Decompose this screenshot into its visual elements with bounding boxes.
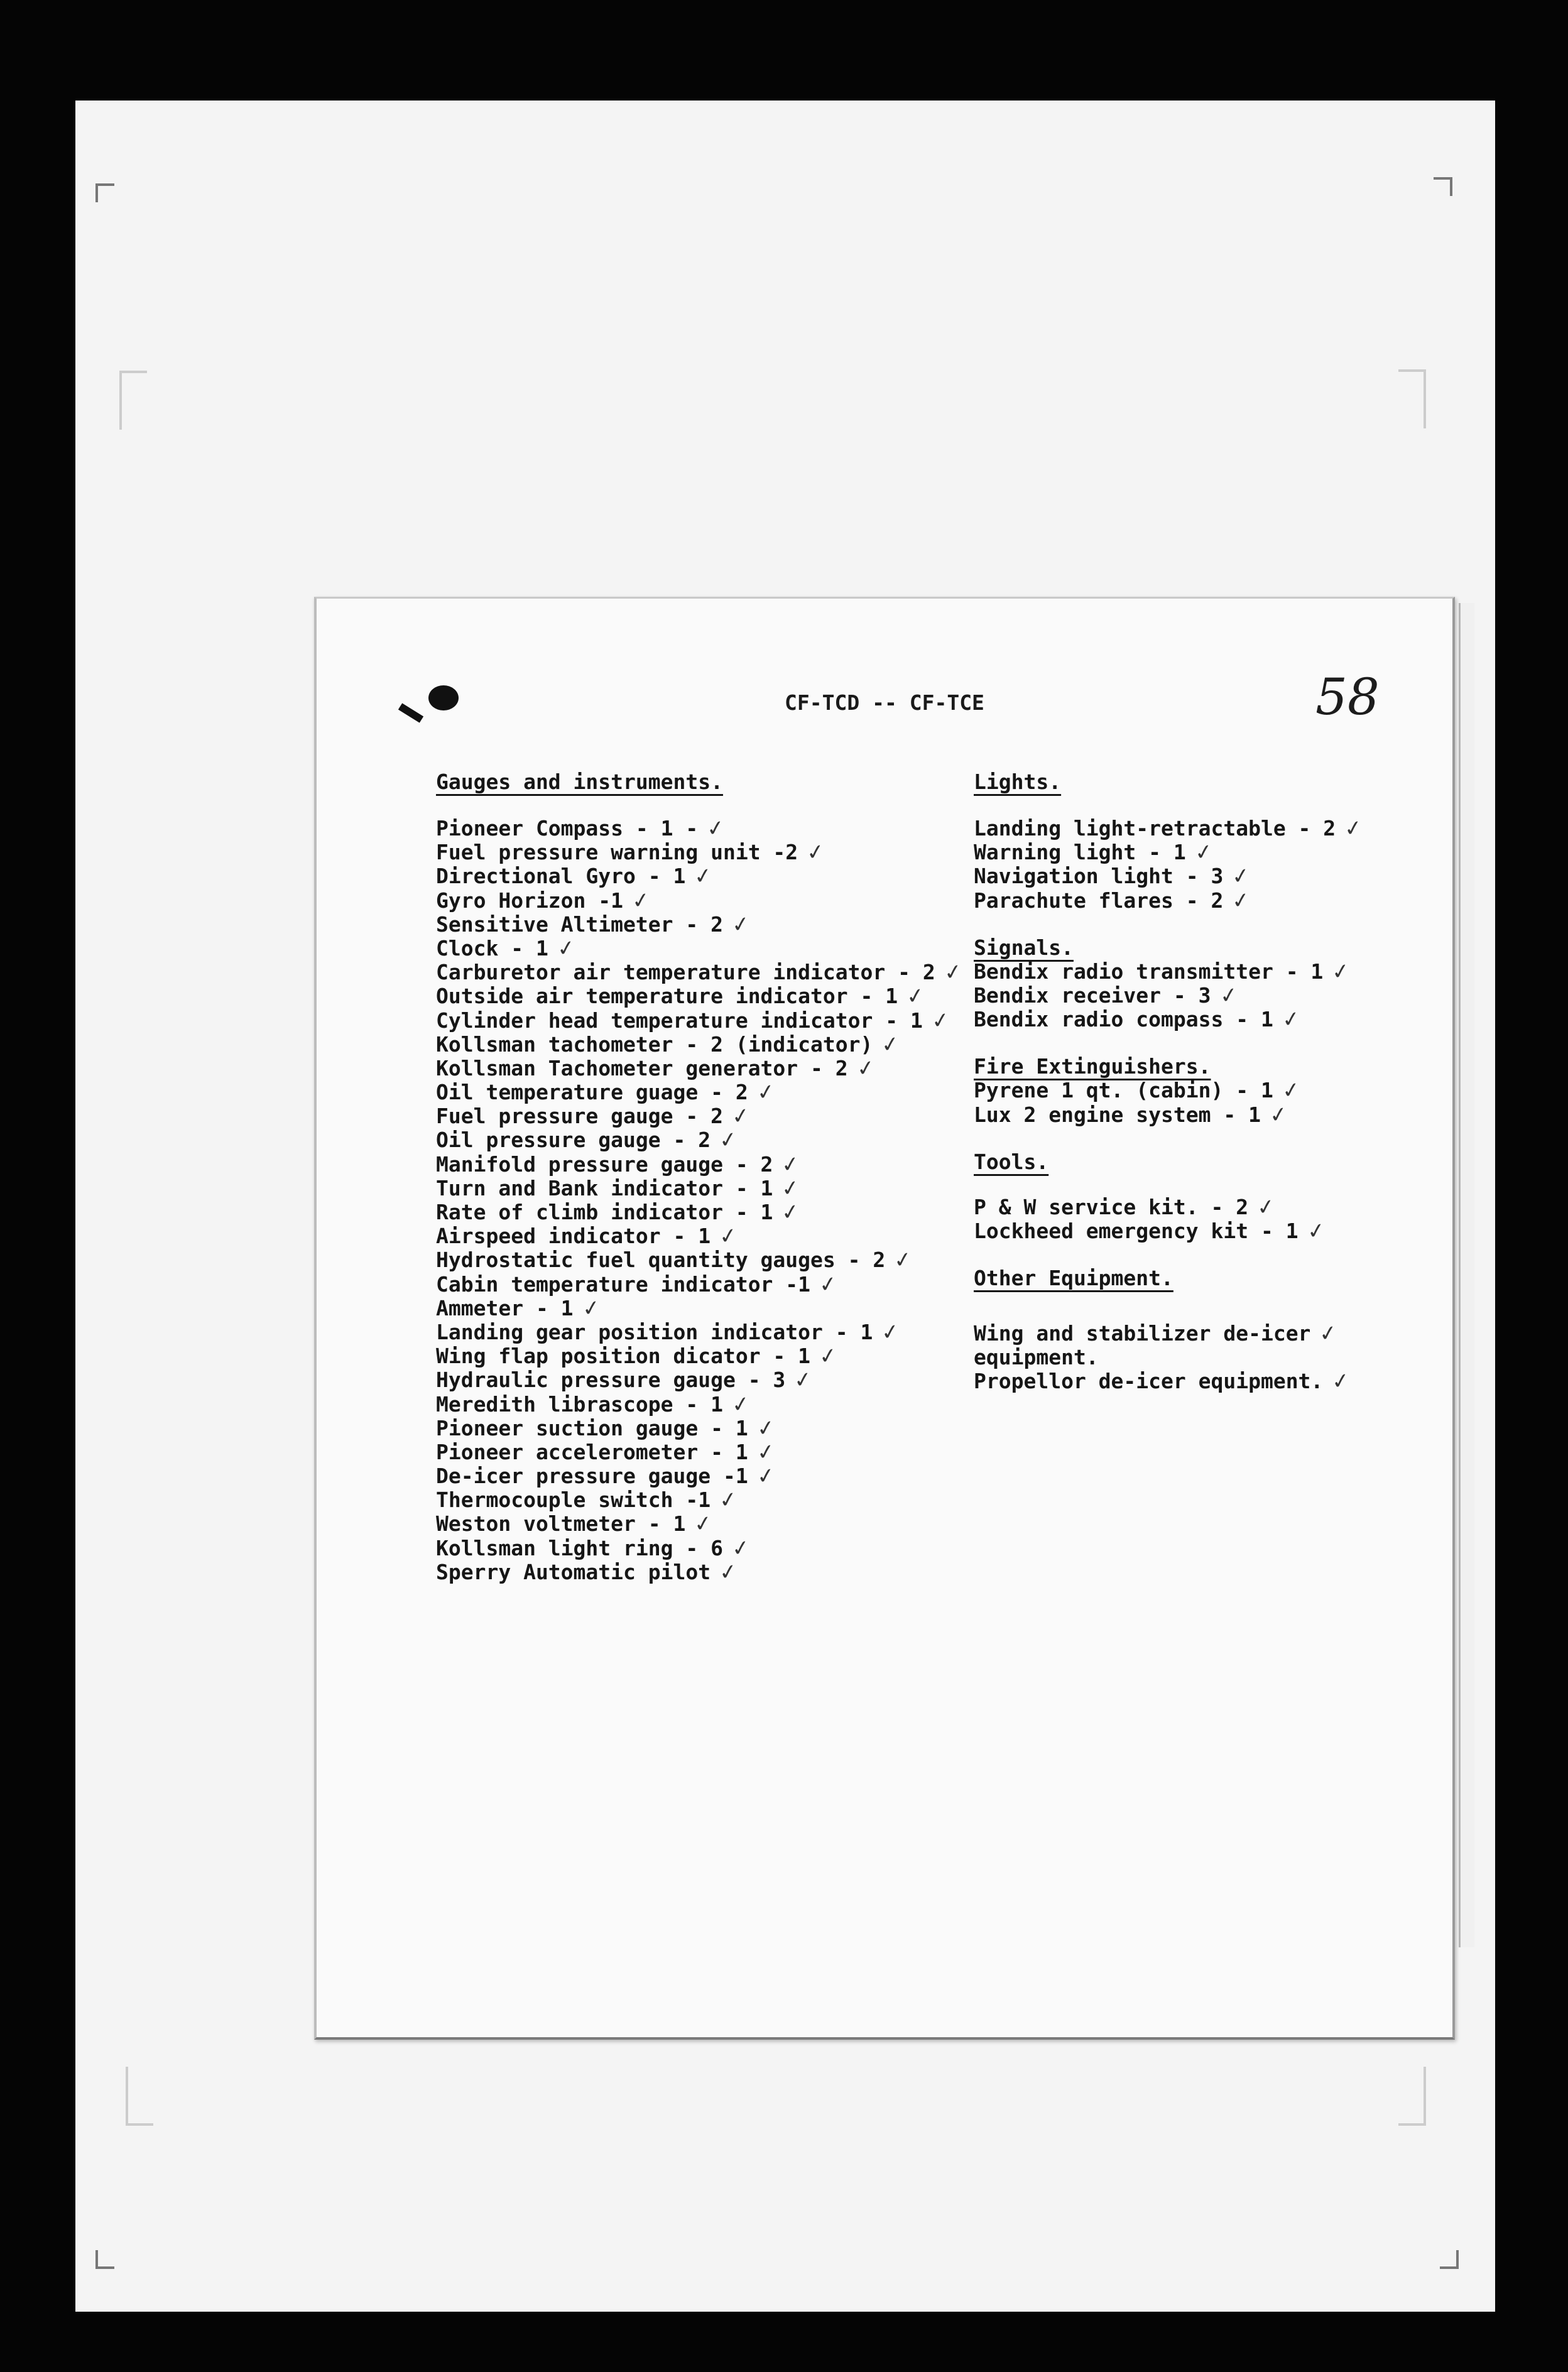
list-item: Carburetor air temperature indicator - 2 ✓ bbox=[436, 959, 964, 986]
check-mark-icon: ✓ bbox=[817, 1342, 839, 1370]
other-equipment-heading: Other Equipment. bbox=[974, 1266, 1173, 1291]
handwritten-page-number: 58 bbox=[1315, 668, 1380, 726]
list-item: Pioneer suction gauge - 1 ✓ bbox=[436, 1414, 776, 1442]
list-item: Bendix receiver - 3 ✓ bbox=[974, 982, 1239, 1009]
list-item: Weston voltmeter - 1 ✓ bbox=[436, 1510, 714, 1538]
check-mark-icon: ✓ bbox=[705, 815, 727, 842]
crop-mark bbox=[1440, 2250, 1459, 2269]
check-mark-icon: ✓ bbox=[555, 935, 577, 962]
check-mark-icon: ✓ bbox=[1342, 815, 1364, 842]
list-item: Cylinder head temperature indicator - 1 ✓ bbox=[436, 1006, 951, 1035]
list-item: Ammeter - 1 ✓ bbox=[436, 1294, 602, 1322]
check-mark-icon: ✓ bbox=[730, 1534, 752, 1562]
check-mark-icon: ✓ bbox=[717, 1486, 739, 1515]
list-item: Pioneer Compass - 1 - ✓ bbox=[436, 815, 727, 842]
check-mark-icon: ✓ bbox=[755, 1414, 776, 1442]
check-mark-icon: ✓ bbox=[892, 1246, 914, 1275]
check-mark-icon: ✓ bbox=[717, 1222, 739, 1250]
list-item: Fuel pressure gauge - 2 ✓ bbox=[436, 1102, 752, 1131]
check-mark-icon: ✓ bbox=[930, 1006, 951, 1035]
check-mark-icon: ✓ bbox=[1193, 839, 1214, 866]
gauges-column bbox=[436, 770, 976, 1584]
list-item: Turn and Bank indicator - 1 ✓ bbox=[436, 1175, 802, 1202]
list-item: Landing gear position indicator - 1 ✓ bbox=[436, 1319, 901, 1346]
check-mark-icon: ✓ bbox=[755, 1462, 776, 1490]
list-item: Parachute flares - 2 ✓ bbox=[974, 886, 1252, 915]
list-item: Thermocouple switch -1 ✓ bbox=[436, 1486, 739, 1515]
check-mark-icon: ✓ bbox=[942, 959, 964, 986]
check-mark-icon: ✓ bbox=[755, 1079, 776, 1106]
check-mark-icon: ✓ bbox=[780, 1150, 802, 1178]
check-mark-icon: ✓ bbox=[730, 1102, 752, 1131]
registration-mark bbox=[1398, 2067, 1426, 2126]
list-item: Sperry Automatic pilot ✓ bbox=[436, 1559, 739, 1586]
list-item: Wing flap position dicator - 1 ✓ bbox=[436, 1342, 839, 1370]
list-item: Manifold pressure gauge - 2 ✓ bbox=[436, 1150, 802, 1178]
registration-mark bbox=[1398, 369, 1426, 428]
check-mark-icon: ✓ bbox=[1217, 982, 1239, 1009]
check-mark-icon: ✓ bbox=[717, 1126, 739, 1155]
check-mark-icon: ✓ bbox=[905, 982, 927, 1011]
check-mark-icon: ✓ bbox=[1280, 1006, 1302, 1033]
check-mark-icon: ✓ bbox=[717, 1559, 739, 1586]
check-mark-icon: ✓ bbox=[1230, 862, 1252, 891]
list-item: Fuel pressure warning unit -2 ✓ bbox=[436, 839, 827, 866]
fire-extinguishers-list bbox=[974, 1077, 1413, 1129]
list-item: P & W service kit. - 2 ✓ bbox=[974, 1193, 1277, 1221]
list-item: Navigation light - 3 ✓ bbox=[974, 862, 1252, 891]
list-item: Hydraulic pressure gauge - 3 ✓ bbox=[436, 1366, 814, 1395]
check-mark-icon: ✓ bbox=[792, 1366, 814, 1395]
list-item: Clock - 1 ✓ bbox=[436, 935, 577, 962]
list-item: Oil pressure gauge - 2 ✓ bbox=[436, 1126, 739, 1155]
check-mark-icon: ✓ bbox=[755, 1439, 776, 1466]
list-item: equipment. bbox=[974, 1345, 1099, 1370]
list-item: Kollsman tachometer - 2 (indicator) ✓ bbox=[436, 1030, 901, 1058]
check-mark-icon: ✓ bbox=[817, 1270, 839, 1298]
tools-list bbox=[974, 1195, 1413, 1243]
list-item: Outside air temperature indicator - 1 ✓ bbox=[436, 982, 927, 1011]
list-item: Pioneer accelerometer - 1 ✓ bbox=[436, 1439, 776, 1466]
list-item: Rate of climb indicator - 1 ✓ bbox=[436, 1199, 802, 1226]
underlying-page-edge bbox=[1459, 603, 1474, 1947]
check-mark-icon: ✓ bbox=[1230, 886, 1252, 915]
signals-list bbox=[974, 957, 1413, 1033]
check-mark-icon: ✓ bbox=[1255, 1193, 1277, 1221]
check-mark-icon: ✓ bbox=[730, 910, 752, 938]
check-mark-icon: ✓ bbox=[879, 1319, 901, 1346]
check-mark-icon: ✓ bbox=[879, 1030, 901, 1058]
fire-extinguishers-heading: Fire Extinguishers. bbox=[974, 1054, 1211, 1079]
check-mark-icon: ✓ bbox=[1280, 1077, 1302, 1105]
check-mark-icon: ✓ bbox=[1317, 1320, 1339, 1347]
check-mark-icon: ✓ bbox=[692, 1510, 714, 1538]
list-item: Gyro Horizon -1 ✓ bbox=[436, 886, 652, 915]
check-mark-icon: ✓ bbox=[692, 862, 714, 891]
check-mark-icon: ✓ bbox=[1268, 1101, 1290, 1129]
check-mark-icon: ✓ bbox=[780, 1199, 802, 1226]
list-item: Landing light-retractable - 2 ✓ bbox=[974, 815, 1364, 842]
list-item: Lockheed emergency kit - 1 ✓ bbox=[974, 1217, 1327, 1245]
lights-heading: Lights. bbox=[974, 770, 1062, 794]
crop-mark bbox=[95, 183, 114, 202]
document-page bbox=[314, 597, 1455, 2040]
list-item: Warning light - 1 ✓ bbox=[974, 839, 1214, 866]
document-title: CF-TCD -- CF-TCE bbox=[785, 690, 984, 715]
equipment-column bbox=[974, 770, 1413, 1394]
check-mark-icon: ✓ bbox=[805, 839, 827, 866]
list-item: Propellor de-icer equipment. ✓ bbox=[974, 1368, 1352, 1396]
list-item: Bendix radio compass - 1 ✓ bbox=[974, 1006, 1302, 1033]
tools-heading: Tools. bbox=[974, 1149, 1049, 1174]
list-item: Bendix radio transmitter - 1 ✓ bbox=[974, 957, 1352, 986]
list-item: Kollsman Tachometer generator - 2 ✓ bbox=[436, 1055, 876, 1082]
crop-mark bbox=[1434, 177, 1452, 196]
gauges-heading: Gauges and instruments. bbox=[436, 770, 723, 794]
list-item: Wing and stabilizer de-icer ✓ bbox=[974, 1320, 1339, 1347]
check-mark-icon: ✓ bbox=[730, 1390, 752, 1418]
check-mark-icon: ✓ bbox=[580, 1294, 602, 1322]
list-item: Airspeed indicator - 1 ✓ bbox=[436, 1222, 739, 1250]
other-equipment-list bbox=[974, 1322, 1413, 1394]
list-item: Sensitive Altimeter - 2 ✓ bbox=[436, 910, 752, 938]
crop-mark bbox=[95, 2250, 114, 2269]
list-item: Pyrene 1 qt. (cabin) - 1 ✓ bbox=[974, 1077, 1302, 1105]
list-item: Kollsman light ring - 6 ✓ bbox=[436, 1534, 752, 1562]
check-mark-icon: ✓ bbox=[630, 886, 652, 915]
list-item: Meredith librascope - 1 ✓ bbox=[436, 1390, 752, 1418]
list-item: Hydrostatic fuel quantity gauges - 2 ✓ bbox=[436, 1246, 914, 1275]
lights-list bbox=[974, 817, 1413, 913]
registration-mark bbox=[119, 371, 147, 430]
check-mark-icon: ✓ bbox=[1305, 1217, 1327, 1245]
list-item: Oil temperature guage - 2 ✓ bbox=[436, 1079, 776, 1106]
list-item: De-icer pressure gauge -1 ✓ bbox=[436, 1462, 776, 1490]
check-mark-icon: ✓ bbox=[854, 1055, 876, 1082]
check-mark-icon: ✓ bbox=[780, 1175, 802, 1202]
check-mark-icon: ✓ bbox=[1330, 1368, 1352, 1396]
list-item: Lux 2 engine system - 1 ✓ bbox=[974, 1101, 1290, 1129]
signals-heading: Signals. bbox=[974, 935, 1074, 960]
list-item: Directional Gyro - 1 ✓ bbox=[436, 862, 714, 891]
list-item: Cabin temperature indicator -1 ✓ bbox=[436, 1270, 839, 1298]
gauges-list bbox=[436, 817, 976, 1584]
registration-mark bbox=[126, 2067, 153, 2126]
check-mark-icon: ✓ bbox=[1330, 957, 1352, 986]
